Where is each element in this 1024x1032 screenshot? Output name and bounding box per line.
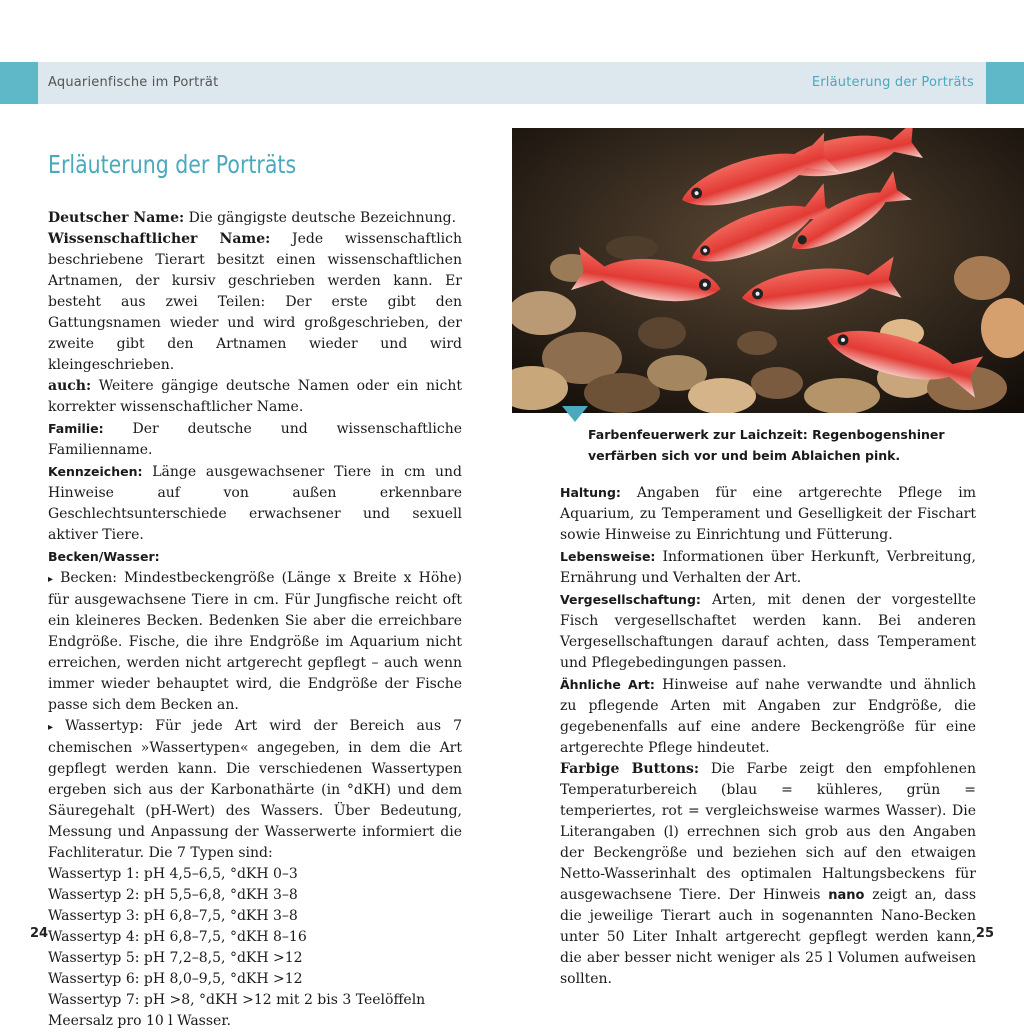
entry-aehnliche-art — [560, 674, 976, 759]
entry-text: Die gängigste deutsche Bezeichnung. — [184, 210, 457, 226]
wassertyp-line: Wassertyp 5: pH 7,2–8,5, °dKH >12 — [48, 950, 303, 966]
entry-label: Haltung: — [560, 485, 621, 500]
bullet-wassertyp — [48, 716, 462, 864]
entry-text: Der deutsche und wissenschaftliche Familienname. — [48, 421, 462, 458]
entry-label: Ähnliche Art: — [560, 677, 655, 692]
running-header-left: Aquarienfische im Porträt — [48, 75, 219, 90]
page-number-left: 24 — [30, 926, 49, 941]
photo-caption: Farbenfeuerwerk zur Laichzeit: Regenbogenshiner verfärben sich vor und beim Ablaichen pink. — [588, 427, 945, 463]
bullet-triangle-icon: ▸ — [48, 722, 54, 733]
wassertyp-line: Wassertyp 1: pH 4,5–6,5, °dKH 0–3 — [48, 866, 298, 882]
fish-photo — [512, 128, 1024, 413]
header-tab-left — [0, 62, 38, 104]
entry-label: Farbige Buttons: — [560, 761, 700, 777]
caption-pointer-icon — [562, 406, 588, 422]
wassertyp-line: Wassertyp 2: pH 5,5–6,8, °dKH 3–8 — [48, 887, 298, 903]
entry-text: Angaben für eine artgerechte Pflege im Aquarium, zu Temperament und Geselligkeit der Fischart sowie Hinweise zu Einrichtung und Fütterung. — [560, 485, 976, 543]
entry-text: zeigt an, dass die jeweilige Tierart auch in sogenannten Nano-Becken unter 50 Liter Inhalt artgerecht gepflegt werden kann, die aber besser nicht weniger als 25 l Volumen aufweisen sollten. — [560, 887, 976, 987]
entry-label: Familie: — [48, 421, 104, 436]
entry-lebensweise — [560, 546, 976, 589]
entry-familie — [48, 418, 462, 461]
entry-label: Becken/Wasser: — [48, 549, 160, 564]
entry-text: Jede wissenschaftlich beschriebene Tierart besitzt einen wissenschaftlichen Artnamen, der kursiv geschrieben werden kann. Er besteht aus zwei Teilen: Der erste gibt den Gattungsnamen wieder und wird großgeschrieben, der zweite gibt den Artnamen wieder und wird kleingeschrieben. — [48, 231, 463, 373]
bullet-triangle-icon: ▸ — [48, 574, 54, 585]
entry-haltung — [560, 482, 976, 546]
page-title: Erläuterung der Porträts — [48, 150, 297, 179]
entry-label: auch: — [48, 378, 92, 394]
nano-badge: nano — [828, 888, 865, 903]
entry-label: Deutscher Name: — [48, 210, 185, 226]
bullet-text: Wassertyp: Für jede Art wird der Bereich aus 7 chemischen »Wassertypen« angegeben, in dem die Art gepflegt werden kann. Die verschiedenen Wassertypen ergeben sich aus der Karbonathärte (in °dKH) und dem Säuregehalt (pH-Wert) des Wassers. Über Bedeutung, Messung und Anpassung der Wasserwerte informiert die Fachliteratur. Die 7 Typen sind: — [48, 718, 462, 861]
entry-label: Lebensweise: — [560, 549, 656, 564]
entry-text: Weitere gängige deutsche Namen oder ein nicht korrekter wissenschaftlicher Name. — [48, 378, 462, 415]
wassertyp-line: Wassertyp 6: pH 8,0–9,5, °dKH >12 — [48, 971, 303, 987]
right-column — [560, 482, 976, 990]
entry-text: Die Farbe zeigt den empfohlenen Temperaturbereich (blau = kühleres, grün = temperiertes, rot = vergleichsweise warmes Wasser). Die Literangaben (l) errechnen sich grob aus den Angaben der Beckengröße und beziehen sich auf den etwaigen Netto-Wasserinhalt des optimalen Haltungsbeckens für ausgewachsene Tiere. Der Hinweis — [560, 761, 976, 903]
entry-label: Kennzeichen: — [48, 464, 143, 479]
entry-wissenschaftlicher-name — [48, 229, 462, 376]
running-header-right: Erläuterung der Porträts — [811, 75, 974, 90]
entry-vergesellschaftung — [560, 589, 976, 674]
header-tab-right — [986, 62, 1024, 104]
entry-text: Informationen über Herkunft, Verbreitung, Ernährung und Verhalten der Art. — [560, 549, 976, 586]
entry-farbige-buttons — [560, 759, 976, 990]
entry-auch — [48, 376, 462, 418]
wassertyp-line: Wassertyp 4: pH 6,8–7,5, °dKH 8–16 — [48, 929, 307, 945]
entry-becken-wasser — [48, 546, 462, 568]
wassertyp-line: Wassertyp 3: pH 6,8–7,5, °dKH 3–8 — [48, 908, 298, 924]
left-column — [48, 208, 462, 1032]
bullet-text: Becken: Mindestbeckengröße (Länge x Breite x Höhe) für ausgewachsene Tiere in cm. Für Jungfische reicht oft ein kleineres Becken. Bedenken Sie aber die erreichbare Endgröße. Fische, die ihre Endgröße im Aquarium nicht erreichen, werden nicht artgerecht gepflegt – auch wenn immer wieder behauptet wird, die Endgröße der Fische passe sich dem Becken an. — [48, 570, 463, 713]
entry-kennzeichen — [48, 461, 462, 546]
bullet-becken — [48, 568, 462, 716]
page-number-right: 25 — [975, 926, 994, 941]
entry-text: Länge ausgewachsener Tiere in cm und Hinweise auf von außen erkennbare Geschlechtsunterschiede erwachsener und sexuell aktiver Tiere. — [48, 464, 462, 543]
entry-label: Vergesellschaftung: — [560, 592, 701, 607]
wassertyp-line: Wassertyp 7: pH >8, °dKH >12 mit 2 bis 3 Teelöffeln Meersalz pro 10 l Wasser. — [48, 992, 426, 1029]
entry-text: Arten, mit denen der vorgestellte Fisch vergesellschaftet werden kann. Bei anderen Vergesellschaftungen darauf achten, dass Temperament und Pflegebedingungen passen. — [560, 592, 976, 671]
entry-deutscher-name — [48, 208, 462, 229]
entry-label: Wissenschaftlicher Name: — [48, 231, 271, 247]
fish-photo-image — [512, 128, 1024, 413]
entry-text: Hinweise auf nahe verwandte und ähnlich zu pflegende Arten mit Angaben zur Endgröße, die gegebenenfalls auf eine andere Beckengröße für eine artgerechte Pflege hindeutet. — [560, 677, 977, 756]
